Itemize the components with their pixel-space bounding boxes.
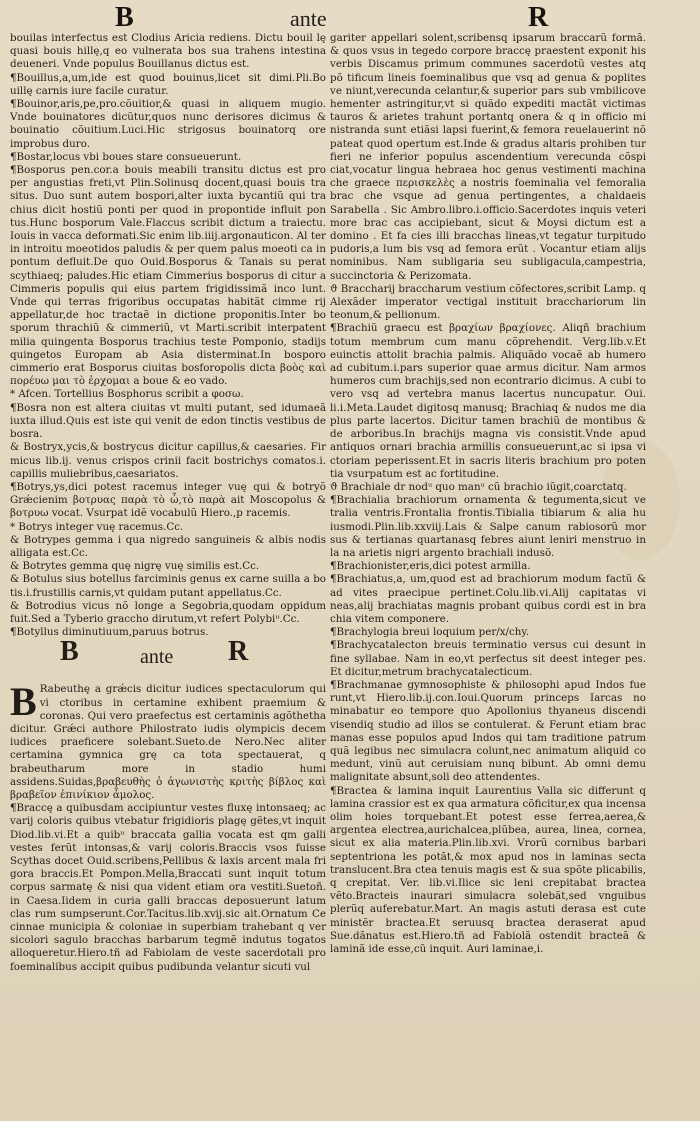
- entry-paragraph: ¶Botyllus diminutiuum,paruus botrus.: [10, 626, 209, 639]
- entry-paragraph: ¶Bractea & lamina inquit Laurentius Valla sic differunt q lamina crassior est ex qua armatura cõficitur,ex qua incensa olim hoies torquebant.Et potest esse ferrea,aerea,& argentea electrea,aurichalcea,plũbea, aurea, linea, cornea, sicut ex alia materia.Plin.lib.xvi. Vrorũ cornibus barbari septentriona les potãt,& mox apud nos in laminas secta translucent.Bra ctea tenuis magis est & sua spõte plicabilis, q crepitat. Ver. lib.vi.Ilice sic leni crepitabat bractea vẽto.Bracteis inaurari simulacra solebãt,sed vnguibus plerũq auferebatur.Mart. An magis astuti derasa est cute ministẽr bractea.Et seruusq bractea deraserat apud Sue.dãnatus est.Hiero.tñ ad Fabiolã ostendit bracteã & laminã ide esse,cũ inquit. Auri laminae,i.: [330, 784, 646, 956]
- entry-paragraph: ¶Bosra non est altera ciuitas vt multi putant, sed idumaeã iuxta illud.Quis est iste qui venit de edon tinctis vestibus de bosra.: [10, 401, 326, 441]
- header-right-letter: R: [528, 2, 549, 33]
- entry-paragraph: ϑ Braccharij braccharum vestium cõfectores,scribit Lamp. q Alexãder imperator vectigal instituit bracchariorum lin teonum,& pellionum.: [330, 282, 646, 322]
- entry-paragraph: ¶Brachialia brachiorum ornamenta & tegumenta,sicut ve tralia ventris.Frontalia frontis.Tibialia tibiarum & alia hu iusmodi.Plin.lib.xxviij.Lais & Salpe canum rabiosorũ mor sus & tertianas quartanasq febres aiunt leniri menstruo in la na arietis nigri argento brachiali indusõ.: [330, 494, 646, 559]
- section-right-letter: R: [228, 636, 249, 668]
- right-column: [330, 32, 646, 956]
- entry-paragraph: ¶Braccę a quibusdam accipiuntur vestes fluxę intonsaeq; ac varij coloris quibus vtebatur frigidioris plagę gẽtes,vt inquit Diod.lib.vi.Et a quibᵘ braccata gallia vocata est qm galli vestes ferũt intonsas,& varij coloris.Braccis vsos fuisse Scythas docet Ouid.scribens,Pellibus & laxis arcent mala fri gora braccis.Et Pompon.Mella,Braccati sunt inquit totum corpus sarmatę & nisi qua vident etiam ora vestiti.Suetoñ. in Caesa.Iidem in curia galli braccas deposuerunt latum clas rum sumpserunt.Cor.Tacitus.lib.xvij.sic ait.Ornatum Ce cinnae municipia & coloniae in superbiam trahebant q ver sicolori sagulo bracchas barbarum tegmẽ indutus togatos alloqueretur.Hiero.tñ ad Fabiolam de veste sacerdotali pro foeminalibus accipit quibus pudibunda velantur sicuti vul: [10, 802, 326, 973]
- entry-paragraph: ¶Bouillus,a,um,ide est quod bouinus,licet sit dimi.Pli.Bo uillę carnis iure facile curatur.: [10, 71, 326, 97]
- section-left-letter: B: [60, 636, 79, 668]
- entry-paragraph: & Botrodius vicus nõ longe a Segobria,quodam oppidum fuit.Sed a Tyberio graccho dirutum,vt refert Polybiᵘ.Cc.: [10, 599, 326, 625]
- entry-paragraph: ¶Bouinor,aris,pe,pro.cõuitior,& quasi in aliquem mugio. Vnde bouinatores dicũtur,quos nunc derisores dicimus & bouinatio cõuitium.Luci.Hic strigosus bouinatorq ore improbus duro.: [10, 98, 326, 150]
- section-word: ante: [140, 646, 174, 669]
- header-word: ante: [290, 6, 327, 31]
- entry-paragraph: bouilas interfectus est Clodius Aricia rediens. Dictu bouil lę quasi bouis hillę,q eo vulnerata bos sua trahens intestina deueneri. Vnde populus Bouillanus dictus est.: [10, 32, 326, 71]
- entry-paragraph: * Botrys integer vuę racemus.Cc.: [10, 520, 184, 533]
- left-column: [10, 32, 326, 974]
- entry-paragraph: ¶Botrys,ys,dici potest racemus integer vuę qui & botryõ Grǽcienim βοτρυας παρὰ τὸ ὦ,τὸ παρὰ ait Moscopolus & βοτρυω vocat. Vsurpat idẽ vocabulũ Hiero.,p racemis.: [10, 480, 326, 520]
- entry-paragraph: * Afcen. Tortellius Bosphorus scribit a φοσω.: [10, 388, 244, 401]
- entry-paragraph: & Botrytes gemma quę nigrę vuę similis est.Cc.: [10, 560, 260, 573]
- drop-capital: B: [10, 679, 37, 725]
- entry-paragraph: ¶Bosporus pen.cor.a bouis meabili transitu dictus est pro per angustias freti,vt Plin.Solinusq docent,quasi bouis tra situs. Duo sunt autem bospori,alter iuxta bycantiũ qui tra chius dicit hostiũ ponti per quod in propontide influit pon tus.Hunc bosporum Vale.Flaccus scribit dictum a traiectu. Iouis in vacca deformati.Sic enim lib.iiij.argonauticon. Al ter in introitu moeotidos paludis & per quem palus moeoti ca in pontum defluit.De quo Ouid.Bosporus & Tanais su perat scythiaeq; paludes.Hic etiam Cimmerius bosporus di citur a Cimmeris populis qui eius partem frigidissimã inco lunt. Vnde qui terras frigoribus occupatas habitãt cimme rij appellatur,de hoc tractaẽ in dictione proponitis.Inter bo sporum thrachiũ & cimmeriũ, vt Marti.scribit interpatent milia quingenta Bosporus trachius teste Pomponio, stadijs quingetos Europam ab Asia disterminat.In bosporo cimmerio erat Bosporus ciuitas bosforopolis dicta βοὸς καὶ πορέυω μαι τὸ ἐρχομαι a boue & eo vado.: [10, 164, 326, 388]
- section-heading: [10, 636, 326, 679]
- entry-paragraph: ¶Brachionister,eris,dici potest armilla.: [330, 560, 531, 573]
- entry-paragraph: ϑ Brachiale dr nodᵘ quo manᵘ cũ brachio iũgit,coarctatq.: [330, 480, 627, 493]
- running-header: [0, 2, 700, 33]
- entry-paragraph: ¶Brachiũ graecu est βραχίων βραχίονες. Aliqñ brachium totum membrum cum manu cõprehendit. Verg.lib.v.Et euinctis attolit brachia palmis. Aliquãdo vocaẽ ab humero ad cubitum.i.pars superior quae armus dicitur. Nam armos humeros cum brachijs,sed non econtrario dicimus. A cubi to vero vsq ad vertebra manus lacertus nuncupatur. Oui. li.i.Meta.Laudet digitosq manusq; Brachiaq & nudos me dia plus parte lacertos. Dicitur tamen brachiũ de montibus & de arboribus.In brachijs magna vis consistit.Vnde apud antiquos ornari brachia armillis consueuerunt,ac si ipsa vi ctoriam peperissent.Et in sacris literis brachium pro poten tia vsurpatum est ac fortitudine.: [330, 322, 646, 480]
- entry-paragraph: ¶Brachylogia breui loquium per/x/chy.: [330, 626, 530, 639]
- entry-paragraph: & Bostryx,ycis,& bostrycus dicitur capillus,& caesaries. Fir micus lib.ij. venus crispos crinii facit bostrichys comatos.i. capillis muliebribus,caesariatos.: [10, 441, 326, 480]
- entry-paragraph: ¶Brachmanae gymnosophiste & philosophi apud Indos fue runt,vt Hiero.lib.ij.con.Ioui.Quorum princeps Iarcas no minabatur eo tempore quo Apollonius thyaneus discendi visendiq studio ad illos se contulerat. & Ferunt etiam brac manas esse populos apud Indos qui tam traditione patrum quã legibus nec simulacra colunt,nec animatum aliquid co medunt, vinũ aut ceruisiam nunq bibunt. Ab omni demu malignitate absunt,soli deo attendentes.: [330, 678, 646, 784]
- entry-paragraph: & Botrypes gemma i qua nigredo sanguineis & albis nodis alligata est.Cc.: [10, 533, 326, 559]
- entry-text: Rabeuthę a grǽcis dicitur iudices spectaculorum qui vi ctoribus in certamine exhibent praemium & coronas. Qui vero praefectus est certaminis agõthetha dicitur. Grǽci authore Philostrato iudis olympicis decem iudices praeficere solebant.Sueto.de Nero.Nec aliter certamina gymnica grę ca tota spectauerat, q brabeutharum more in stadio humi assidens.Suidas,βραβευθὴς ὁ ἀγωνιστὴς κριτὴς βίβλος καὶ βραβεῖον ἐπινίκιον ἆμολος.: [10, 683, 326, 801]
- entry-paragraph: ¶Bostar,locus vbi boues stare consueuerunt.: [10, 150, 242, 163]
- entry-paragraph: ¶Brachycatalecton breuis terminatio versus cui desunt in fine syllabae. Nam in eo,vt perfectus sit deest integer pes. Et dicitur,metrum brachycatalecticum.: [330, 639, 646, 678]
- entry-paragraph: ¶Brachiatus,a, um,quod est ad brachiorum modum factũ & ad vites praecipue pertinet.Colu.lib.vi.Alij capitatas vi neas,alij brachiatas magnis probant quibus cordi est in bra chia vitem componere.: [330, 573, 646, 625]
- entry-paragraph: [10, 679, 326, 802]
- entry-paragraph: & Botulus sius botellus farciminis genus ex carne suilla a bo tis.i.frustillis carnis,vt quidam putant appellatus.Cc.: [10, 573, 326, 599]
- entry-paragraph: gariter appellari solent,scribensq ipsarum braccarũ formã. & quos vsus in tegedo corpore braccę praestent exponit his verbis Discamus primum communes sacerdotũ vestes atq põ tificum lineis foeminalibus que vsq ad genua & poplites ve niunt,verecunda celantur,& superior pars sub vmbilicove hementer astringitur,vt si quãdo expediti mactãt victimas tauros & arietes trahunt portantq onera & q in officio mi nistranda sunt etiãsi lapsi fuerint,& femora reuelauerint nõ pateat quod opertum est.Inde & gradus altaris prohiben tur fieri ne inferior populus ascendentium verecunda cõspi ciat,vocatur lingua hebraea hoc genus vestimenti machina che graece περισκελὲς a nostris foeminalia vel femoralia brac che vsque ad genua pertingentes, a chaldaeis Sarabella . Sic Ambro.libro.i.officio.Sacerdotes inquis veteri more brac cas accipiebant, sicut & Moysi dictum est a domino . Et fa cies illi bracchas lineas,vt tegatur turpitudo pudoris,a lum bis vsq ad femora erũt . Vocantur etiam alijs nominibus. Nam subligaria seu subligacula,campestria, succinctoria & Perizomata.: [330, 32, 646, 282]
- header-left-letter: B: [115, 2, 134, 33]
